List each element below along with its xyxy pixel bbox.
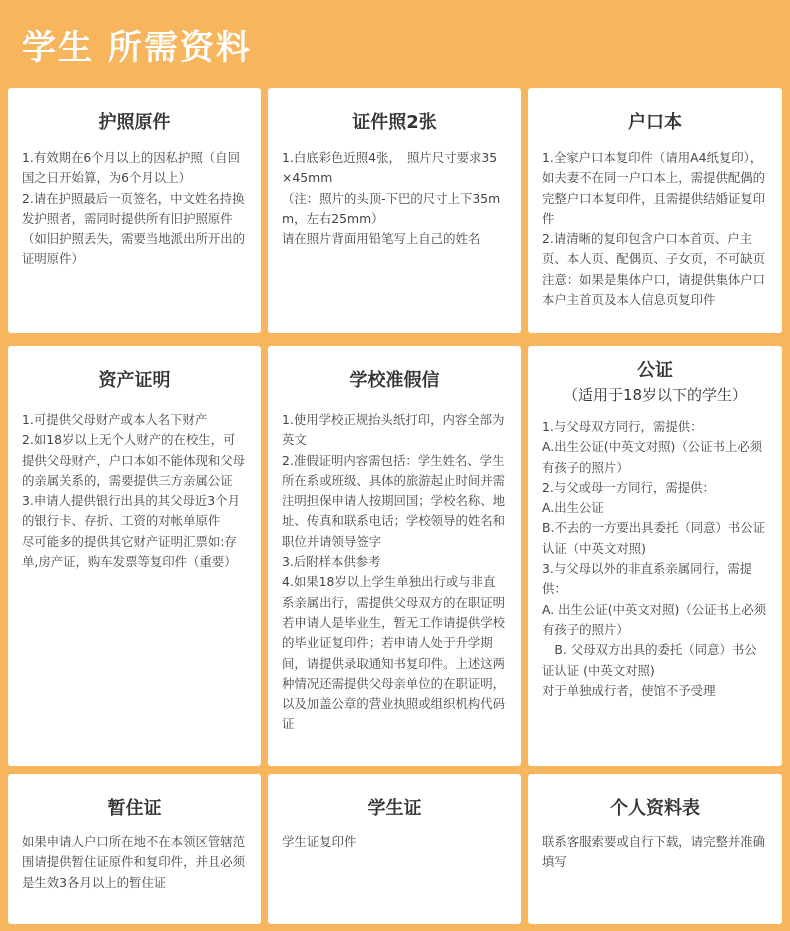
- card-line: B.不去的一方要出具委托（同意）书公证认证（中英文对照): [542, 520, 766, 556]
- card-body: [268, 148, 521, 249]
- card-line: 1.使用学校正规抬头纸打印，内容全部为英文: [282, 412, 505, 448]
- card-line: A.出生公证: [542, 500, 604, 516]
- card-line: 1.白底彩色近照4张， 照片尺寸要求35×45mm: [282, 150, 498, 186]
- card-line: 2.如18岁以上无个人财产的在校生，可提供父母财产，户口本如不能体现和父母的亲属关系的，需要提供三方亲属公证: [22, 432, 246, 488]
- card-body: [268, 410, 521, 735]
- card-line: 如果申请人户口所在地不在本领区管辖范围请提供暂住证原件和复印件，并且必须是生效3各月以上的暂住证: [22, 834, 246, 890]
- card-line: 3.后附样本供参考: [282, 554, 381, 570]
- card-line: 对于单独成行者，使馆不予受理: [542, 682, 716, 698]
- card-body: [528, 148, 782, 310]
- card-title: 学校准假信: [349, 370, 440, 391]
- card-asset-proof: [8, 346, 261, 766]
- card-title: 公证: [637, 360, 673, 381]
- card-line: 联系客服索要或自行下载，请完整并准确填写: [542, 834, 766, 870]
- card-line: 4.如果18岁以上学生单独出行或与非直系亲属出行，需提供父母双方的在职证明: [282, 574, 506, 610]
- card-title: 暂住证: [107, 798, 162, 819]
- card-line: 2.准假证明内容需包括：学生姓名、学生所在系或班级、具体的旅游起止时间并需注明担保申请人按期回国；学校名称、地址、传真和联系电话；学校领导的姓名和职位并请领导签字: [282, 452, 506, 549]
- card-line: 1.可提供父母财产或本人名下财产: [22, 412, 208, 427]
- page-title: 学生 所需资料: [22, 28, 252, 68]
- card-title: 户口本: [628, 112, 682, 133]
- card-line: 2.请在护照最后一页签名，中文姓名持换发护照者，需同时提供所有旧护照原件（如旧护照丢失，需要当地派出所开出的证明原件）: [22, 190, 246, 267]
- card-body: [8, 410, 261, 572]
- card-line: 2.请清晰的复印包含户口本首页、户主页、本人页、配偶页、子女页，不可缺页: [542, 231, 766, 267]
- card-id-photos: [268, 88, 521, 333]
- card-line: 尽可能多的提供其它财产证明汇票如:存单,房产证，购车发票等复印件（重要）: [22, 533, 237, 570]
- card-subtitle: （适用于18岁以下的学生）: [562, 386, 748, 404]
- card-line: 3.与父母以外的非直系亲属同行，需提供：: [542, 561, 753, 597]
- card-title: 证件照2张: [352, 112, 437, 133]
- card-school-leave-letter: [268, 346, 521, 766]
- card-line: 学生证复印件: [282, 834, 357, 849]
- card-line: A. 出生公证(中英文对照)（公证书上必须有孩子的照片）: [542, 601, 767, 637]
- card-residence-permit: [8, 774, 261, 924]
- card-personal-info-form: [528, 774, 782, 924]
- card-line: 若申请人是毕业生，暂无工作请提供学校的毕业证复印件；若申请人处于升学期间，请提供录取通知书复印件。上述这两种情况还需提供父母亲单位的在职证明，以及加盖公章的营业执照或组织机构代码证: [282, 614, 506, 732]
- card-body: [528, 832, 782, 873]
- card-body: [8, 832, 261, 893]
- card-title: 护照原件: [98, 112, 171, 133]
- card-line: 1.有效期在6个月以上的因私护照（自回国之日开始算，为6个月以上）: [22, 150, 240, 186]
- card-line: 注意：如果是集体户口，请提供集体户口本户主首页及本人信息页复印件: [542, 271, 766, 308]
- card-line: A.出生公证(中英文对照)（公证书上必须有孩子的照片）: [542, 439, 763, 475]
- card-title: 个人资料表: [610, 798, 700, 819]
- card-line: 3.申请人提供银行出具的其父母近3个月的银行卡、存折、工资的对帐单原件: [22, 493, 240, 529]
- card-line: B. 父母双方出具的委托（同意）书公证认证 (中英文对照): [542, 642, 757, 678]
- card-title: 学生证: [367, 798, 422, 819]
- card-notarization: [528, 346, 782, 766]
- card-body: [268, 832, 521, 852]
- card-passport: [8, 88, 261, 333]
- card-line: 1.与父母双方同行，需提供：: [542, 419, 703, 434]
- card-line: 2.与父或母一方同行，需提供：: [542, 479, 715, 495]
- card-student-id: [268, 774, 521, 924]
- card-line: （注：照片的头顶-下巴的尺寸上下35mm，左右25mm）: [282, 190, 501, 226]
- card-title: 资产证明: [98, 370, 171, 391]
- card-line: 请在照片背面用铅笔写上自己的姓名: [282, 231, 481, 247]
- card-line: 1.全家户口本复印件（请用A4纸复印），如夫妻不在同一户口本上，需提供配偶的完整户口本复印件，且需提供结婚证复印件: [542, 150, 766, 226]
- card-household-register: [528, 88, 782, 333]
- card-body: [528, 417, 782, 701]
- card-body: [8, 148, 261, 270]
